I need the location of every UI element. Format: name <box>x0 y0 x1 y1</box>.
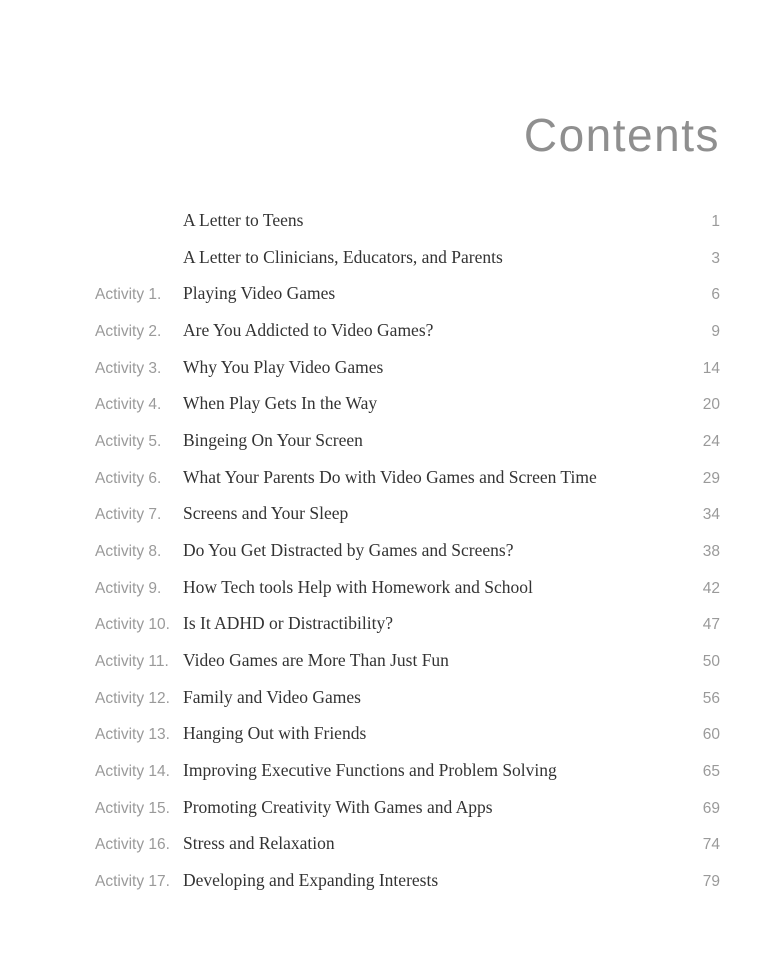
toc-row <box>95 606 720 643</box>
page-number: 47 <box>702 616 720 634</box>
page-number: 14 <box>702 359 720 377</box>
entry-title: What Your Parents Do with Video Games and Screen Time <box>183 466 597 487</box>
page-number: 20 <box>702 396 720 414</box>
entry-title: Playing Video Games <box>183 283 336 304</box>
page-number: 69 <box>702 799 720 817</box>
entry-title: Video Games are More Than Just Fun <box>183 649 449 670</box>
page-number: 1 <box>711 213 720 230</box>
entry-title: Improving Executive Functions and Problem Solving <box>183 759 557 780</box>
page-number: 60 <box>702 726 720 744</box>
activity-label: Activity 7. <box>95 506 162 524</box>
entry-title: How Tech tools Help with Homework and School <box>183 576 533 597</box>
toc-row <box>95 643 720 680</box>
page-number: 74 <box>702 836 720 854</box>
toc-row <box>95 570 720 607</box>
activity-label: Activity 13. <box>95 726 170 744</box>
page-number: 24 <box>702 432 720 450</box>
entry-title: A Letter to Clinicians, Educators, and Parents <box>183 246 503 267</box>
page-number: 79 <box>702 872 720 890</box>
activity-label: Activity 12. <box>95 689 170 707</box>
toc-row <box>95 863 720 900</box>
activity-label: Activity 9. <box>95 579 162 597</box>
activity-label: Activity 17. <box>95 872 170 890</box>
toc-row <box>95 203 720 240</box>
page-number: 42 <box>702 579 720 597</box>
entry-title: Promoting Creativity With Games and Apps <box>183 796 493 817</box>
entry-title: Is It ADHD or Distractibility? <box>183 613 393 634</box>
activity-label: Activity 1. <box>95 286 162 304</box>
entry-title: Developing and Expanding Interests <box>183 869 439 890</box>
toc-row <box>95 533 720 570</box>
entry-title: When Play Gets In the Way <box>183 393 378 414</box>
entry-title: A Letter to Teens <box>183 210 304 230</box>
entry-title: Hanging Out with Friends <box>183 723 367 744</box>
activity-label: Activity 4. <box>95 396 162 414</box>
activity-label: Activity 11. <box>95 652 169 670</box>
toc-row <box>95 826 720 863</box>
activity-label: Activity 15. <box>95 799 170 817</box>
activity-label: Activity 6. <box>95 469 162 487</box>
page-number: 38 <box>702 542 720 560</box>
entry-title: Are You Addicted to Video Games? <box>183 319 434 340</box>
entry-title: Screens and Your Sleep <box>183 503 349 524</box>
toc-row <box>95 790 720 827</box>
activity-label: Activity 8. <box>95 542 162 560</box>
page-number: 65 <box>702 762 720 780</box>
entry-title: Stress and Relaxation <box>183 833 335 854</box>
toc-row <box>95 386 720 423</box>
entry-title: Why You Play Video Games <box>183 356 384 377</box>
toc-row <box>95 680 720 717</box>
activity-label: Activity 16. <box>95 836 170 854</box>
page-number: 29 <box>702 469 720 487</box>
toc-row <box>95 753 720 790</box>
activity-label: Activity 3. <box>95 359 162 377</box>
entry-title: Do You Get Distracted by Games and Screens? <box>183 539 514 560</box>
page-number: 56 <box>702 689 720 707</box>
activity-label: Activity 14. <box>95 762 170 780</box>
toc-row <box>95 716 720 753</box>
toc-row <box>95 350 720 387</box>
toc-row <box>95 276 720 313</box>
page-title: Contents <box>523 109 720 161</box>
page-number: 6 <box>711 286 720 304</box>
toc-row <box>95 423 720 460</box>
toc-row <box>95 240 720 277</box>
entry-title: Family and Video Games <box>183 686 361 707</box>
toc-row <box>95 496 720 533</box>
activity-label: Activity 5. <box>95 432 162 450</box>
page-number: 50 <box>702 652 720 670</box>
activity-label: Activity 10. <box>95 616 170 634</box>
entry-title: Bingeing On Your Screen <box>183 429 363 450</box>
toc-list <box>95 203 720 899</box>
page-number: 3 <box>711 249 720 267</box>
page-number: 9 <box>711 322 720 340</box>
toc-row <box>95 313 720 350</box>
toc-row <box>95 460 720 497</box>
page-number: 34 <box>702 506 720 524</box>
activity-label: Activity 2. <box>95 322 162 340</box>
